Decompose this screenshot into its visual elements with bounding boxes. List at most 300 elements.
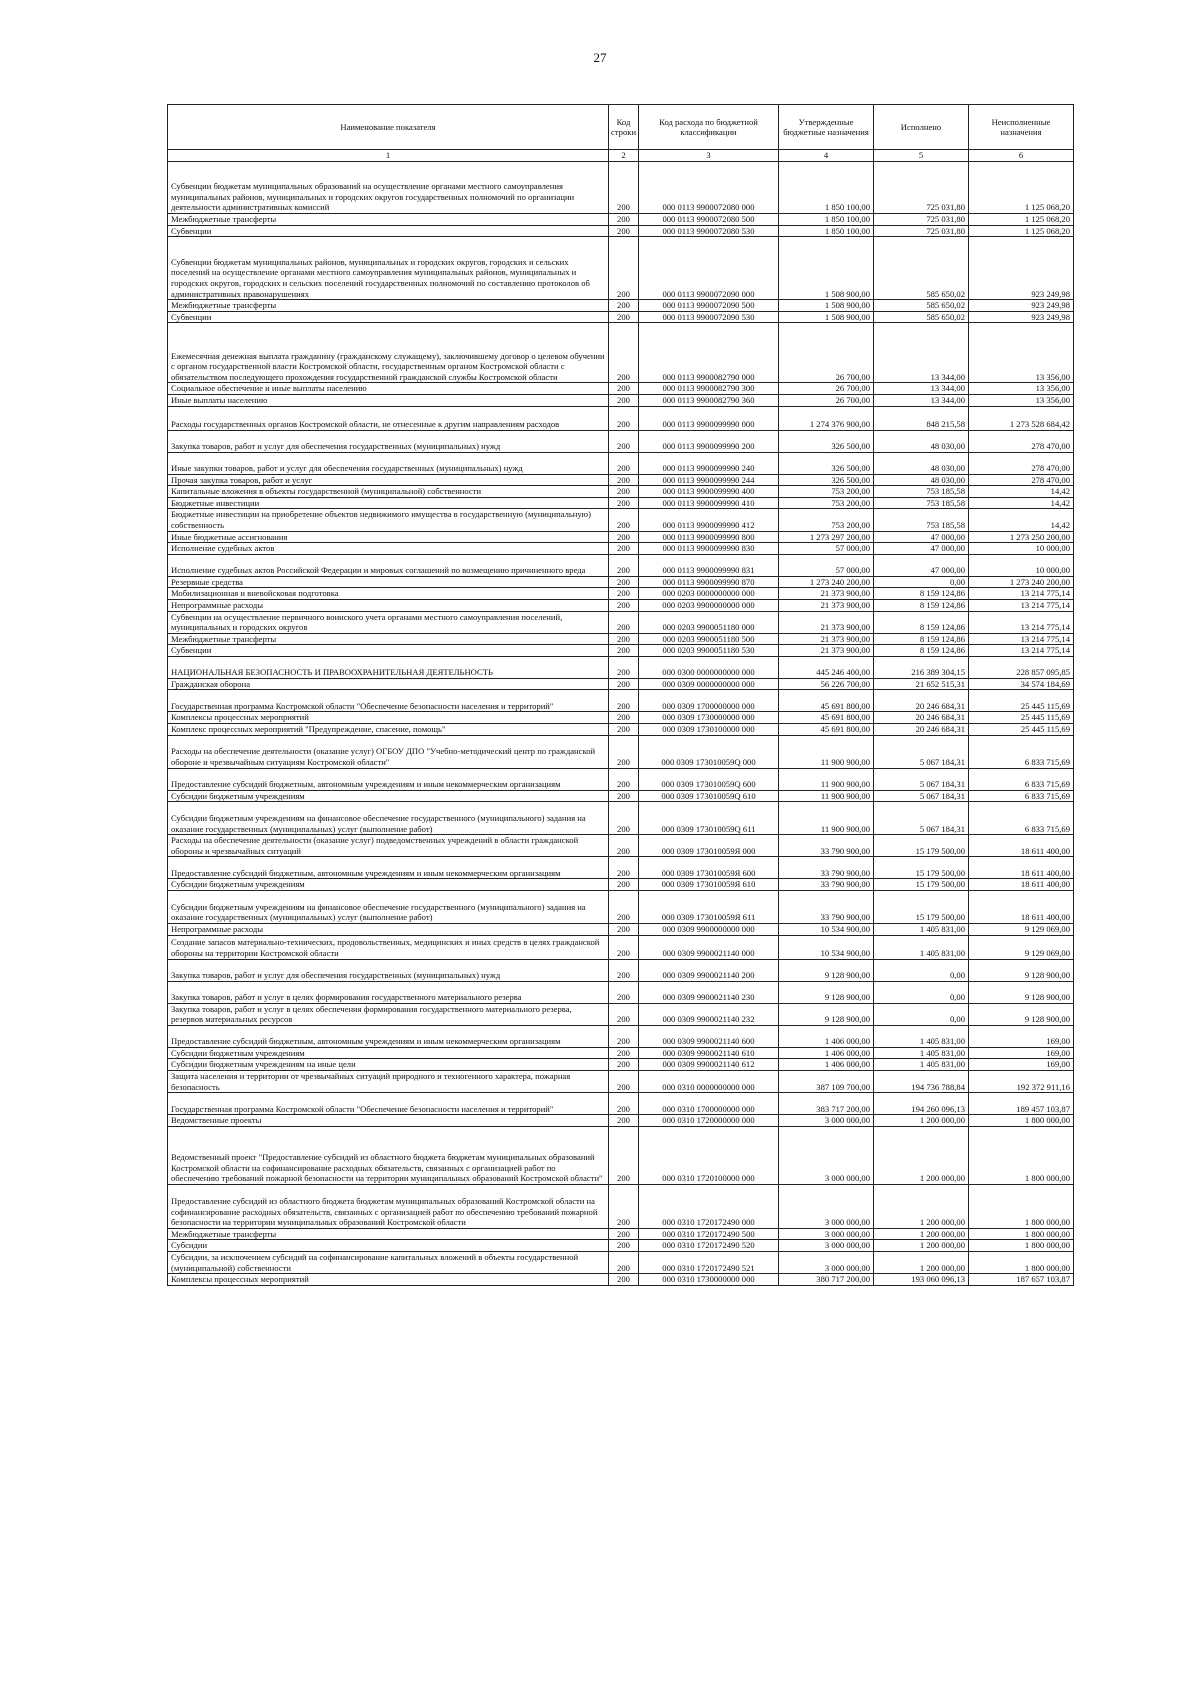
approved-amount: 26 700,00 (779, 323, 874, 383)
classification-code: 000 0113 9900072090 000 (639, 237, 779, 300)
unexecuted-amount: 278 470,00 (969, 430, 1074, 452)
approved-amount: 445 246 400,00 (779, 656, 874, 678)
executed-amount: 725 031,80 (874, 162, 969, 214)
table-row (168, 237, 1074, 300)
row-code: 200 (609, 531, 639, 543)
row-code: 200 (609, 790, 639, 802)
table-row (168, 1059, 1074, 1071)
executed-amount: 5 067 184,31 (874, 802, 969, 835)
table-row (168, 214, 1074, 226)
approved-amount: 9 128 900,00 (779, 1003, 874, 1025)
classification-code: 000 0309 9900021140 232 (639, 1003, 779, 1025)
row-code: 200 (609, 554, 639, 576)
executed-amount: 1 200 000,00 (874, 1126, 969, 1184)
row-code: 200 (609, 1126, 639, 1184)
classification-code: 000 0203 9900051180 500 (639, 633, 779, 645)
classification-code: 000 0113 9900099990 870 (639, 576, 779, 588)
indicator-name: Иные бюджетные ассигнования (168, 531, 609, 543)
indicator-name: Бюджетные инвестиции (168, 497, 609, 509)
unexecuted-amount: 13 214 775,14 (969, 599, 1074, 611)
unexecuted-amount: 9 128 900,00 (969, 1003, 1074, 1025)
unexecuted-amount: 278 470,00 (969, 452, 1074, 474)
indicator-name: Субвенции (168, 645, 609, 657)
classification-code: 000 0113 9900099990 800 (639, 531, 779, 543)
executed-amount: 194 260 096,13 (874, 1093, 969, 1115)
classification-code: 000 0309 173010059Я 610 (639, 879, 779, 891)
unexecuted-amount: 1 273 250 200,00 (969, 531, 1074, 543)
row-code: 200 (609, 1071, 639, 1093)
unexecuted-amount: 1 125 068,20 (969, 214, 1074, 226)
table-row (168, 452, 1074, 474)
unexecuted-amount: 13 214 775,14 (969, 611, 1074, 633)
classification-code: 000 0113 9900099990 240 (639, 452, 779, 474)
unexecuted-amount: 14,42 (969, 497, 1074, 509)
row-code: 200 (609, 1274, 639, 1286)
unexecuted-amount: 1 273 240 200,00 (969, 576, 1074, 588)
approved-amount: 380 717 200,00 (779, 1274, 874, 1286)
table-row (168, 543, 1074, 555)
table-row (168, 225, 1074, 237)
indicator-name: Мобилизационная и вневойсковая подготовка (168, 588, 609, 600)
unexecuted-amount: 923 249,98 (969, 311, 1074, 323)
unexecuted-amount: 1 125 068,20 (969, 162, 1074, 214)
classification-code: 000 0203 0000000000 000 (639, 588, 779, 600)
unexecuted-amount: 10 000,00 (969, 543, 1074, 555)
classification-code: 000 0113 9900099990 400 (639, 486, 779, 498)
executed-amount: 15 179 500,00 (874, 879, 969, 891)
approved-amount: 10 534 900,00 (779, 935, 874, 959)
table-row (168, 383, 1074, 395)
executed-amount: 1 200 000,00 (874, 1251, 969, 1273)
table-row (168, 576, 1074, 588)
table-row (168, 1071, 1074, 1093)
classification-code: 000 0113 9900099990 200 (639, 430, 779, 452)
indicator-name: Непрограммные расходы (168, 924, 609, 936)
indicator-name: Предоставление субсидий из областного бюджета бюджетам муниципальных образований Костромской области на софинансирование расходных обязательств, связанных с организацией работ по обеспечению требований пожарной безопасности на территории муниципальных образований Костромской области (168, 1184, 609, 1228)
table-row (168, 1251, 1074, 1273)
row-code: 200 (609, 1003, 639, 1025)
approved-amount: 21 373 900,00 (779, 611, 874, 633)
row-code: 200 (609, 1251, 639, 1273)
row-code: 200 (609, 1184, 639, 1228)
indicator-name: Субвенции бюджетам муниципальных образований на осуществление органами местного самоуправления муниципальных районов, муниципальных и городских округов государственных полномочий по организации деятельности административных комиссий (168, 162, 609, 214)
classification-code: 000 0309 9900021140 200 (639, 959, 779, 981)
unexecuted-amount: 1 125 068,20 (969, 225, 1074, 237)
indicator-name: Социальное обеспечение и иные выплаты населению (168, 383, 609, 395)
executed-amount: 1 405 831,00 (874, 924, 969, 936)
table-row (168, 1047, 1074, 1059)
indicator-name: Иные закупки товаров, работ и услуг для обеспечения государственных (муниципальных) нужд (168, 452, 609, 474)
table-row (168, 1093, 1074, 1115)
table-row (168, 474, 1074, 486)
approved-amount: 21 373 900,00 (779, 599, 874, 611)
indicator-name: Закупка товаров, работ и услуг в целях формирования государственного материального резерва (168, 981, 609, 1003)
approved-amount: 9 128 900,00 (779, 959, 874, 981)
executed-amount: 753 185,58 (874, 509, 969, 531)
row-code: 200 (609, 383, 639, 395)
approved-amount: 11 900 900,00 (779, 790, 874, 802)
table-row (168, 690, 1074, 712)
table-row (168, 790, 1074, 802)
executed-amount: 15 179 500,00 (874, 857, 969, 879)
unexecuted-amount: 18 611 400,00 (969, 891, 1074, 924)
classification-code: 000 0309 1730000000 000 (639, 712, 779, 724)
approved-amount: 9 128 900,00 (779, 981, 874, 1003)
unexecuted-amount: 923 249,98 (969, 300, 1074, 312)
table-row (168, 497, 1074, 509)
indicator-name: Государственная программа Костромской области "Обеспечение безопасности населения и территорий" (168, 1093, 609, 1115)
approved-amount: 387 109 700,00 (779, 1071, 874, 1093)
table-row (168, 1003, 1074, 1025)
table-header-row (168, 105, 1074, 150)
classification-code: 000 0113 9900082790 300 (639, 383, 779, 395)
unexecuted-amount: 1 800 000,00 (969, 1115, 1074, 1127)
unexecuted-amount: 18 611 400,00 (969, 879, 1074, 891)
approved-amount: 45 691 800,00 (779, 690, 874, 712)
indicator-name: Субсидии бюджетным учреждениям на финансовое обеспечение государственного (муниципального) задания на оказание государственных (муниципальных) услуг (выполнение работ) (168, 891, 609, 924)
column-number: 2 (609, 150, 639, 162)
executed-amount: 0,00 (874, 1003, 969, 1025)
approved-amount: 1 406 000,00 (779, 1059, 874, 1071)
approved-amount: 33 790 900,00 (779, 891, 874, 924)
row-code: 200 (609, 735, 639, 768)
row-code: 200 (609, 690, 639, 712)
table-row (168, 311, 1074, 323)
executed-amount: 725 031,80 (874, 225, 969, 237)
table-row (168, 891, 1074, 924)
approved-amount: 753 200,00 (779, 486, 874, 498)
classification-code: 000 0113 9900099990 000 (639, 406, 779, 430)
row-code: 200 (609, 1240, 639, 1252)
table-row (168, 924, 1074, 936)
executed-amount: 8 159 124,86 (874, 588, 969, 600)
row-code: 200 (609, 214, 639, 226)
unexecuted-amount: 187 657 103,87 (969, 1274, 1074, 1286)
indicator-name: Субвенции на осуществление первичного воинского учета органами местного самоуправления поселений, муниципальных и городских округов (168, 611, 609, 633)
row-code: 200 (609, 981, 639, 1003)
classification-code: 000 0310 1720000000 000 (639, 1115, 779, 1127)
row-code: 200 (609, 924, 639, 936)
indicator-name: Субсидии (168, 1240, 609, 1252)
column-number: 4 (779, 150, 874, 162)
header-indicator-name: Наименование показателя (168, 105, 609, 150)
row-code: 200 (609, 959, 639, 981)
table-row (168, 645, 1074, 657)
column-number: 6 (969, 150, 1074, 162)
unexecuted-amount: 18 611 400,00 (969, 835, 1074, 857)
table-row (168, 724, 1074, 736)
classification-code: 000 0113 9900082790 000 (639, 323, 779, 383)
classification-code: 000 0309 9900021140 610 (639, 1047, 779, 1059)
unexecuted-amount: 13 356,00 (969, 394, 1074, 406)
approved-amount: 3 000 000,00 (779, 1251, 874, 1273)
table-row (168, 394, 1074, 406)
classification-code: 000 0113 9900072080 500 (639, 214, 779, 226)
unexecuted-amount: 1 800 000,00 (969, 1184, 1074, 1228)
indicator-name: Субсидии бюджетным учреждениям (168, 1047, 609, 1059)
classification-code: 000 0310 1720172490 500 (639, 1228, 779, 1240)
indicator-name: Межбюджетные трансферты (168, 633, 609, 645)
approved-amount: 11 900 900,00 (779, 802, 874, 835)
table-row (168, 633, 1074, 645)
indicator-name: Иные выплаты населению (168, 394, 609, 406)
classification-code: 000 0113 9900099990 410 (639, 497, 779, 509)
approved-amount: 21 373 900,00 (779, 588, 874, 600)
unexecuted-amount: 10 000,00 (969, 554, 1074, 576)
table-row (168, 959, 1074, 981)
approved-amount: 11 900 900,00 (779, 735, 874, 768)
column-number: 5 (874, 150, 969, 162)
approved-amount: 57 000,00 (779, 543, 874, 555)
indicator-name: Расходы на обеспечение деятельности (оказание услуг) ОГБОУ ДПО "Учебно-методический центр по гражданской обороне и чрезвычайным ситуациям Костромской области" (168, 735, 609, 768)
indicator-name: Предоставление субсидий бюджетным, автономным учреждениям и иным некоммерческим организациям (168, 857, 609, 879)
classification-code: 000 0310 0000000000 000 (639, 1071, 779, 1093)
classification-code: 000 0309 9900021140 612 (639, 1059, 779, 1071)
table-row (168, 611, 1074, 633)
table-row (168, 735, 1074, 768)
classification-code: 000 0309 173010059Я 000 (639, 835, 779, 857)
classification-code: 000 0113 9900072090 530 (639, 311, 779, 323)
approved-amount: 326 500,00 (779, 430, 874, 452)
executed-amount: 1 405 831,00 (874, 1059, 969, 1071)
row-code: 200 (609, 1228, 639, 1240)
classification-code: 000 0309 173010059Q 000 (639, 735, 779, 768)
indicator-name: Гражданская оборона (168, 678, 609, 690)
row-code: 200 (609, 1093, 639, 1115)
unexecuted-amount: 923 249,98 (969, 237, 1074, 300)
header-unexecuted: Неисполненные назначения (969, 105, 1074, 150)
table-row (168, 802, 1074, 835)
unexecuted-amount: 169,00 (969, 1025, 1074, 1047)
classification-code: 000 0300 0000000000 000 (639, 656, 779, 678)
executed-amount: 47 000,00 (874, 543, 969, 555)
row-code: 200 (609, 509, 639, 531)
approved-amount: 45 691 800,00 (779, 724, 874, 736)
row-code: 200 (609, 1059, 639, 1071)
table-row (168, 1126, 1074, 1184)
indicator-name: Создание запасов материально-технических, продовольственных, медицинских и иных средств в целях гражданской обороны на территории Костромской области (168, 935, 609, 959)
table-row (168, 1228, 1074, 1240)
indicator-name: Ведомственные проекты (168, 1115, 609, 1127)
unexecuted-amount: 169,00 (969, 1047, 1074, 1059)
classification-code: 000 0310 1700000000 000 (639, 1093, 779, 1115)
unexecuted-amount: 169,00 (969, 1059, 1074, 1071)
indicator-name: Субвенции (168, 225, 609, 237)
table-row (168, 554, 1074, 576)
indicator-name: Ежемесячная денежная выплата гражданину (гражданскому служащему), заключившему договор о целевом обучении с органом государственной власти Костромской области, государственным органом Костромской области с обязательством последующего прохождения государственной гражданской службы Костромской области (168, 323, 609, 383)
classification-code: 000 0309 9900000000 000 (639, 924, 779, 936)
table-row (168, 712, 1074, 724)
table-row (168, 323, 1074, 383)
approved-amount: 1 273 240 200,00 (779, 576, 874, 588)
row-code: 200 (609, 802, 639, 835)
row-code: 200 (609, 394, 639, 406)
table-row (168, 509, 1074, 531)
executed-amount: 0,00 (874, 959, 969, 981)
indicator-name: Расходы на обеспечение деятельности (оказание услуг) подведомственных учреждений в области гражданской обороны и чрезвычайных ситуаций (168, 835, 609, 857)
indicator-name: Субвенции бюджетам муниципальных районов, муниципальных и городских округов, городских и сельских поселений на осуществление органами местного самоуправления муниципальных районов, муниципальных и городских округов, городских и сельских поселений государственных полномочий по составлению протоколов об административных правонарушениях (168, 237, 609, 300)
classification-code: 000 0113 9900072090 500 (639, 300, 779, 312)
approved-amount: 1 508 900,00 (779, 300, 874, 312)
row-code: 200 (609, 300, 639, 312)
executed-amount: 8 159 124,86 (874, 611, 969, 633)
unexecuted-amount: 6 833 715,69 (969, 790, 1074, 802)
approved-amount: 57 000,00 (779, 554, 874, 576)
executed-amount: 1 200 000,00 (874, 1228, 969, 1240)
table-row (168, 981, 1074, 1003)
executed-amount: 20 246 684,31 (874, 690, 969, 712)
executed-amount: 585 650,02 (874, 237, 969, 300)
executed-amount: 8 159 124,86 (874, 633, 969, 645)
classification-code: 000 0309 9900021140 600 (639, 1025, 779, 1047)
executed-amount: 13 344,00 (874, 323, 969, 383)
indicator-name: Закупка товаров, работ и услуг для обеспечения государственных (муниципальных) нужд (168, 430, 609, 452)
approved-amount: 753 200,00 (779, 497, 874, 509)
approved-amount: 26 700,00 (779, 383, 874, 395)
executed-amount: 585 650,02 (874, 311, 969, 323)
table-row (168, 486, 1074, 498)
executed-amount: 5 067 184,31 (874, 768, 969, 790)
classification-code: 000 0113 9900099990 244 (639, 474, 779, 486)
indicator-name: Субсидии бюджетным учреждениям на финансовое обеспечение государственного (муниципального) задания на оказание государственных (муниципальных) услуг (выполнение работ) (168, 802, 609, 835)
unexecuted-amount: 13 214 775,14 (969, 633, 1074, 645)
unexecuted-amount: 25 445 115,69 (969, 724, 1074, 736)
approved-amount: 11 900 900,00 (779, 768, 874, 790)
indicator-name: Защита населения и территории от чрезвычайных ситуаций природного и техногенного характера, пожарная безопасность (168, 1071, 609, 1093)
executed-amount: 13 344,00 (874, 394, 969, 406)
classification-code: 000 0309 9900021140 230 (639, 981, 779, 1003)
executed-amount: 1 405 831,00 (874, 935, 969, 959)
table-body (168, 162, 1074, 1286)
unexecuted-amount: 192 372 911,16 (969, 1071, 1074, 1093)
executed-amount: 0,00 (874, 576, 969, 588)
approved-amount: 1 273 297 200,00 (779, 531, 874, 543)
executed-amount: 47 000,00 (874, 554, 969, 576)
approved-amount: 3 000 000,00 (779, 1184, 874, 1228)
indicator-name: Непрограммные расходы (168, 599, 609, 611)
table-row (168, 835, 1074, 857)
classification-code: 000 0310 1720172490 521 (639, 1251, 779, 1273)
executed-amount: 1 200 000,00 (874, 1240, 969, 1252)
executed-amount: 0,00 (874, 981, 969, 1003)
header-executed: Исполнено (874, 105, 969, 150)
unexecuted-amount: 6 833 715,69 (969, 802, 1074, 835)
table-row (168, 879, 1074, 891)
executed-amount: 15 179 500,00 (874, 891, 969, 924)
unexecuted-amount: 1 800 000,00 (969, 1240, 1074, 1252)
classification-code: 000 0309 9900021140 000 (639, 935, 779, 959)
executed-amount: 1 200 000,00 (874, 1184, 969, 1228)
row-code: 200 (609, 835, 639, 857)
row-code: 200 (609, 474, 639, 486)
approved-amount: 3 000 000,00 (779, 1240, 874, 1252)
row-code: 200 (609, 633, 639, 645)
table-row (168, 300, 1074, 312)
approved-amount: 1 406 000,00 (779, 1047, 874, 1059)
approved-amount: 1 508 900,00 (779, 237, 874, 300)
row-code: 200 (609, 406, 639, 430)
unexecuted-amount: 1 273 528 684,42 (969, 406, 1074, 430)
executed-amount: 753 185,58 (874, 486, 969, 498)
executed-amount: 20 246 684,31 (874, 724, 969, 736)
executed-amount: 848 215,58 (874, 406, 969, 430)
table-row (168, 1025, 1074, 1047)
indicator-name: Ведомственный проект "Предоставление субсидий из областного бюджета бюджетам муниципальных образований Костромской области на софинансирование расходных обязательств, связанных с организацией работ по обеспечению требований пожарной безопасности на территории муниципальных образований Костромской области" (168, 1126, 609, 1184)
approved-amount: 326 500,00 (779, 474, 874, 486)
row-code: 200 (609, 430, 639, 452)
unexecuted-amount: 13 356,00 (969, 323, 1074, 383)
approved-amount: 1 850 100,00 (779, 162, 874, 214)
classification-code: 000 0309 173010059Q 610 (639, 790, 779, 802)
executed-amount: 193 060 096,13 (874, 1274, 969, 1286)
header-approved: Утвержденные бюджетные назначения (779, 105, 874, 150)
executed-amount: 5 067 184,31 (874, 735, 969, 768)
executed-amount: 21 652 515,31 (874, 678, 969, 690)
indicator-name: Комплексы процессных мероприятий (168, 712, 609, 724)
row-code: 200 (609, 1115, 639, 1127)
executed-amount: 8 159 124,86 (874, 645, 969, 657)
executed-amount: 1 405 831,00 (874, 1025, 969, 1047)
row-code: 200 (609, 576, 639, 588)
row-code: 200 (609, 588, 639, 600)
row-code: 200 (609, 452, 639, 474)
table-row (168, 599, 1074, 611)
executed-amount: 1 405 831,00 (874, 1047, 969, 1059)
row-code: 200 (609, 879, 639, 891)
executed-amount: 585 650,02 (874, 300, 969, 312)
row-code: 200 (609, 543, 639, 555)
header-classification-code: Код расхода по бюджетной классификации (639, 105, 779, 150)
indicator-name: Расходы государственных органов Костромской области, не отнесенные к другим направлениям расходов (168, 406, 609, 430)
indicator-name: Субсидии бюджетным учреждениям на иные цели (168, 1059, 609, 1071)
table-row (168, 406, 1074, 430)
table-row (168, 588, 1074, 600)
indicator-name: Закупка товаров, работ и услуг для обеспечения государственных (муниципальных) нужд (168, 959, 609, 981)
unexecuted-amount: 6 833 715,69 (969, 768, 1074, 790)
approved-amount: 753 200,00 (779, 509, 874, 531)
approved-amount: 3 000 000,00 (779, 1115, 874, 1127)
unexecuted-amount: 14,42 (969, 509, 1074, 531)
approved-amount: 45 691 800,00 (779, 712, 874, 724)
indicator-name: Комплекс процессных мероприятий "Предупреждение, спасение, помощь" (168, 724, 609, 736)
table-row (168, 1274, 1074, 1286)
classification-code: 000 0309 173010059Q 600 (639, 768, 779, 790)
classification-code: 000 0310 1720172490 000 (639, 1184, 779, 1228)
row-code: 200 (609, 323, 639, 383)
executed-amount: 48 030,00 (874, 452, 969, 474)
executed-amount: 13 344,00 (874, 383, 969, 395)
row-code: 200 (609, 656, 639, 678)
table-row (168, 430, 1074, 452)
unexecuted-amount: 278 470,00 (969, 474, 1074, 486)
unexecuted-amount: 9 128 900,00 (969, 959, 1074, 981)
row-code: 200 (609, 311, 639, 323)
classification-code: 000 0113 9900099990 830 (639, 543, 779, 555)
classification-code: 000 0309 173010059Я 611 (639, 891, 779, 924)
unexecuted-amount: 25 445 115,69 (969, 690, 1074, 712)
approved-amount: 10 534 900,00 (779, 924, 874, 936)
executed-amount: 48 030,00 (874, 474, 969, 486)
approved-amount: 33 790 900,00 (779, 857, 874, 879)
classification-code: 000 0309 173010059Я 600 (639, 857, 779, 879)
table-row (168, 162, 1074, 214)
classification-code: 000 0203 9900000000 000 (639, 599, 779, 611)
row-code: 200 (609, 497, 639, 509)
unexecuted-amount: 9 128 900,00 (969, 981, 1074, 1003)
row-code: 200 (609, 678, 639, 690)
table-row (168, 1184, 1074, 1228)
header-row-code: Код строки (609, 105, 639, 150)
